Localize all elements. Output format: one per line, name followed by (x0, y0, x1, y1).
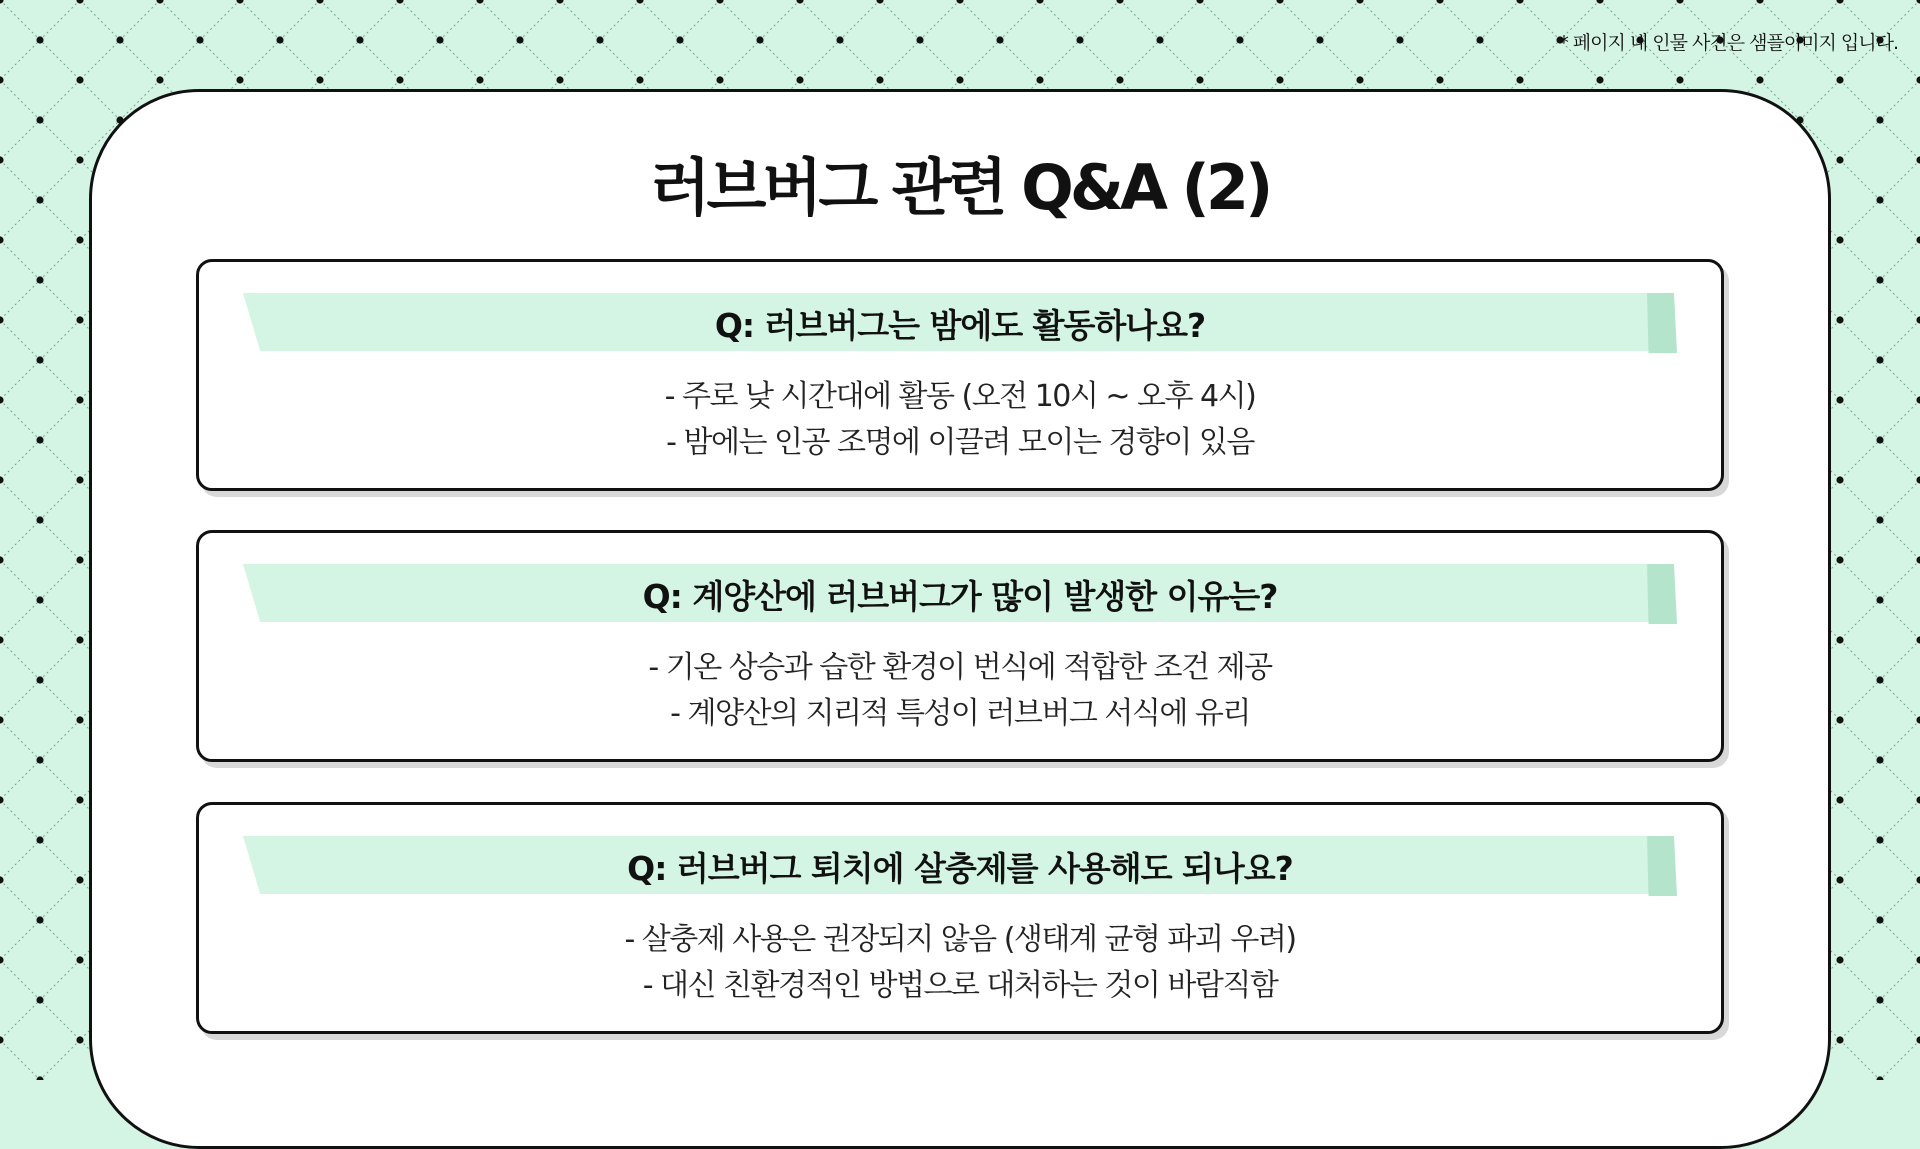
answer-line: - 대신 친환경적인 방법으로 대처하는 것이 바람직함 (642, 968, 1278, 1003)
answer-line: - 주로 낮 시간대에 활동 (오전 10시 ~ 오후 4시) (664, 379, 1256, 414)
page-title: 러브버그 관련 Q&A (2) (650, 151, 1270, 224)
answer-line: - 계양산의 지리적 특성이 러브버그 서식에 유리 (670, 696, 1250, 731)
answer-list (199, 645, 1721, 737)
question-text: Q: 계양산에 러브버그가 많이 발생한 이유는? (642, 577, 1278, 616)
answer-list (199, 374, 1721, 466)
sample-image-note: * 페이지 내 인물 사진은 샘플이미지 입니다. (1559, 32, 1898, 54)
answer-list (199, 917, 1721, 1009)
qa-card-1 (196, 259, 1724, 491)
answer-line: - 기온 상승과 습한 환경이 번식에 적합한 조건 제공 (648, 650, 1272, 685)
answer-line: - 밤에는 인공 조명에 이끌려 모이는 경향이 있음 (666, 425, 1254, 460)
answer-line: - 살충제 사용은 권장되지 않음 (생태계 균형 파괴 우려) (624, 922, 1296, 957)
qa-card-3 (196, 802, 1724, 1034)
qa-card-2 (196, 530, 1724, 762)
question-text: Q: 러브버그 퇴치에 살충제를 사용해도 되나요? (627, 849, 1293, 888)
question-text: Q: 러브버그는 밤에도 활동하나요? (714, 306, 1206, 345)
